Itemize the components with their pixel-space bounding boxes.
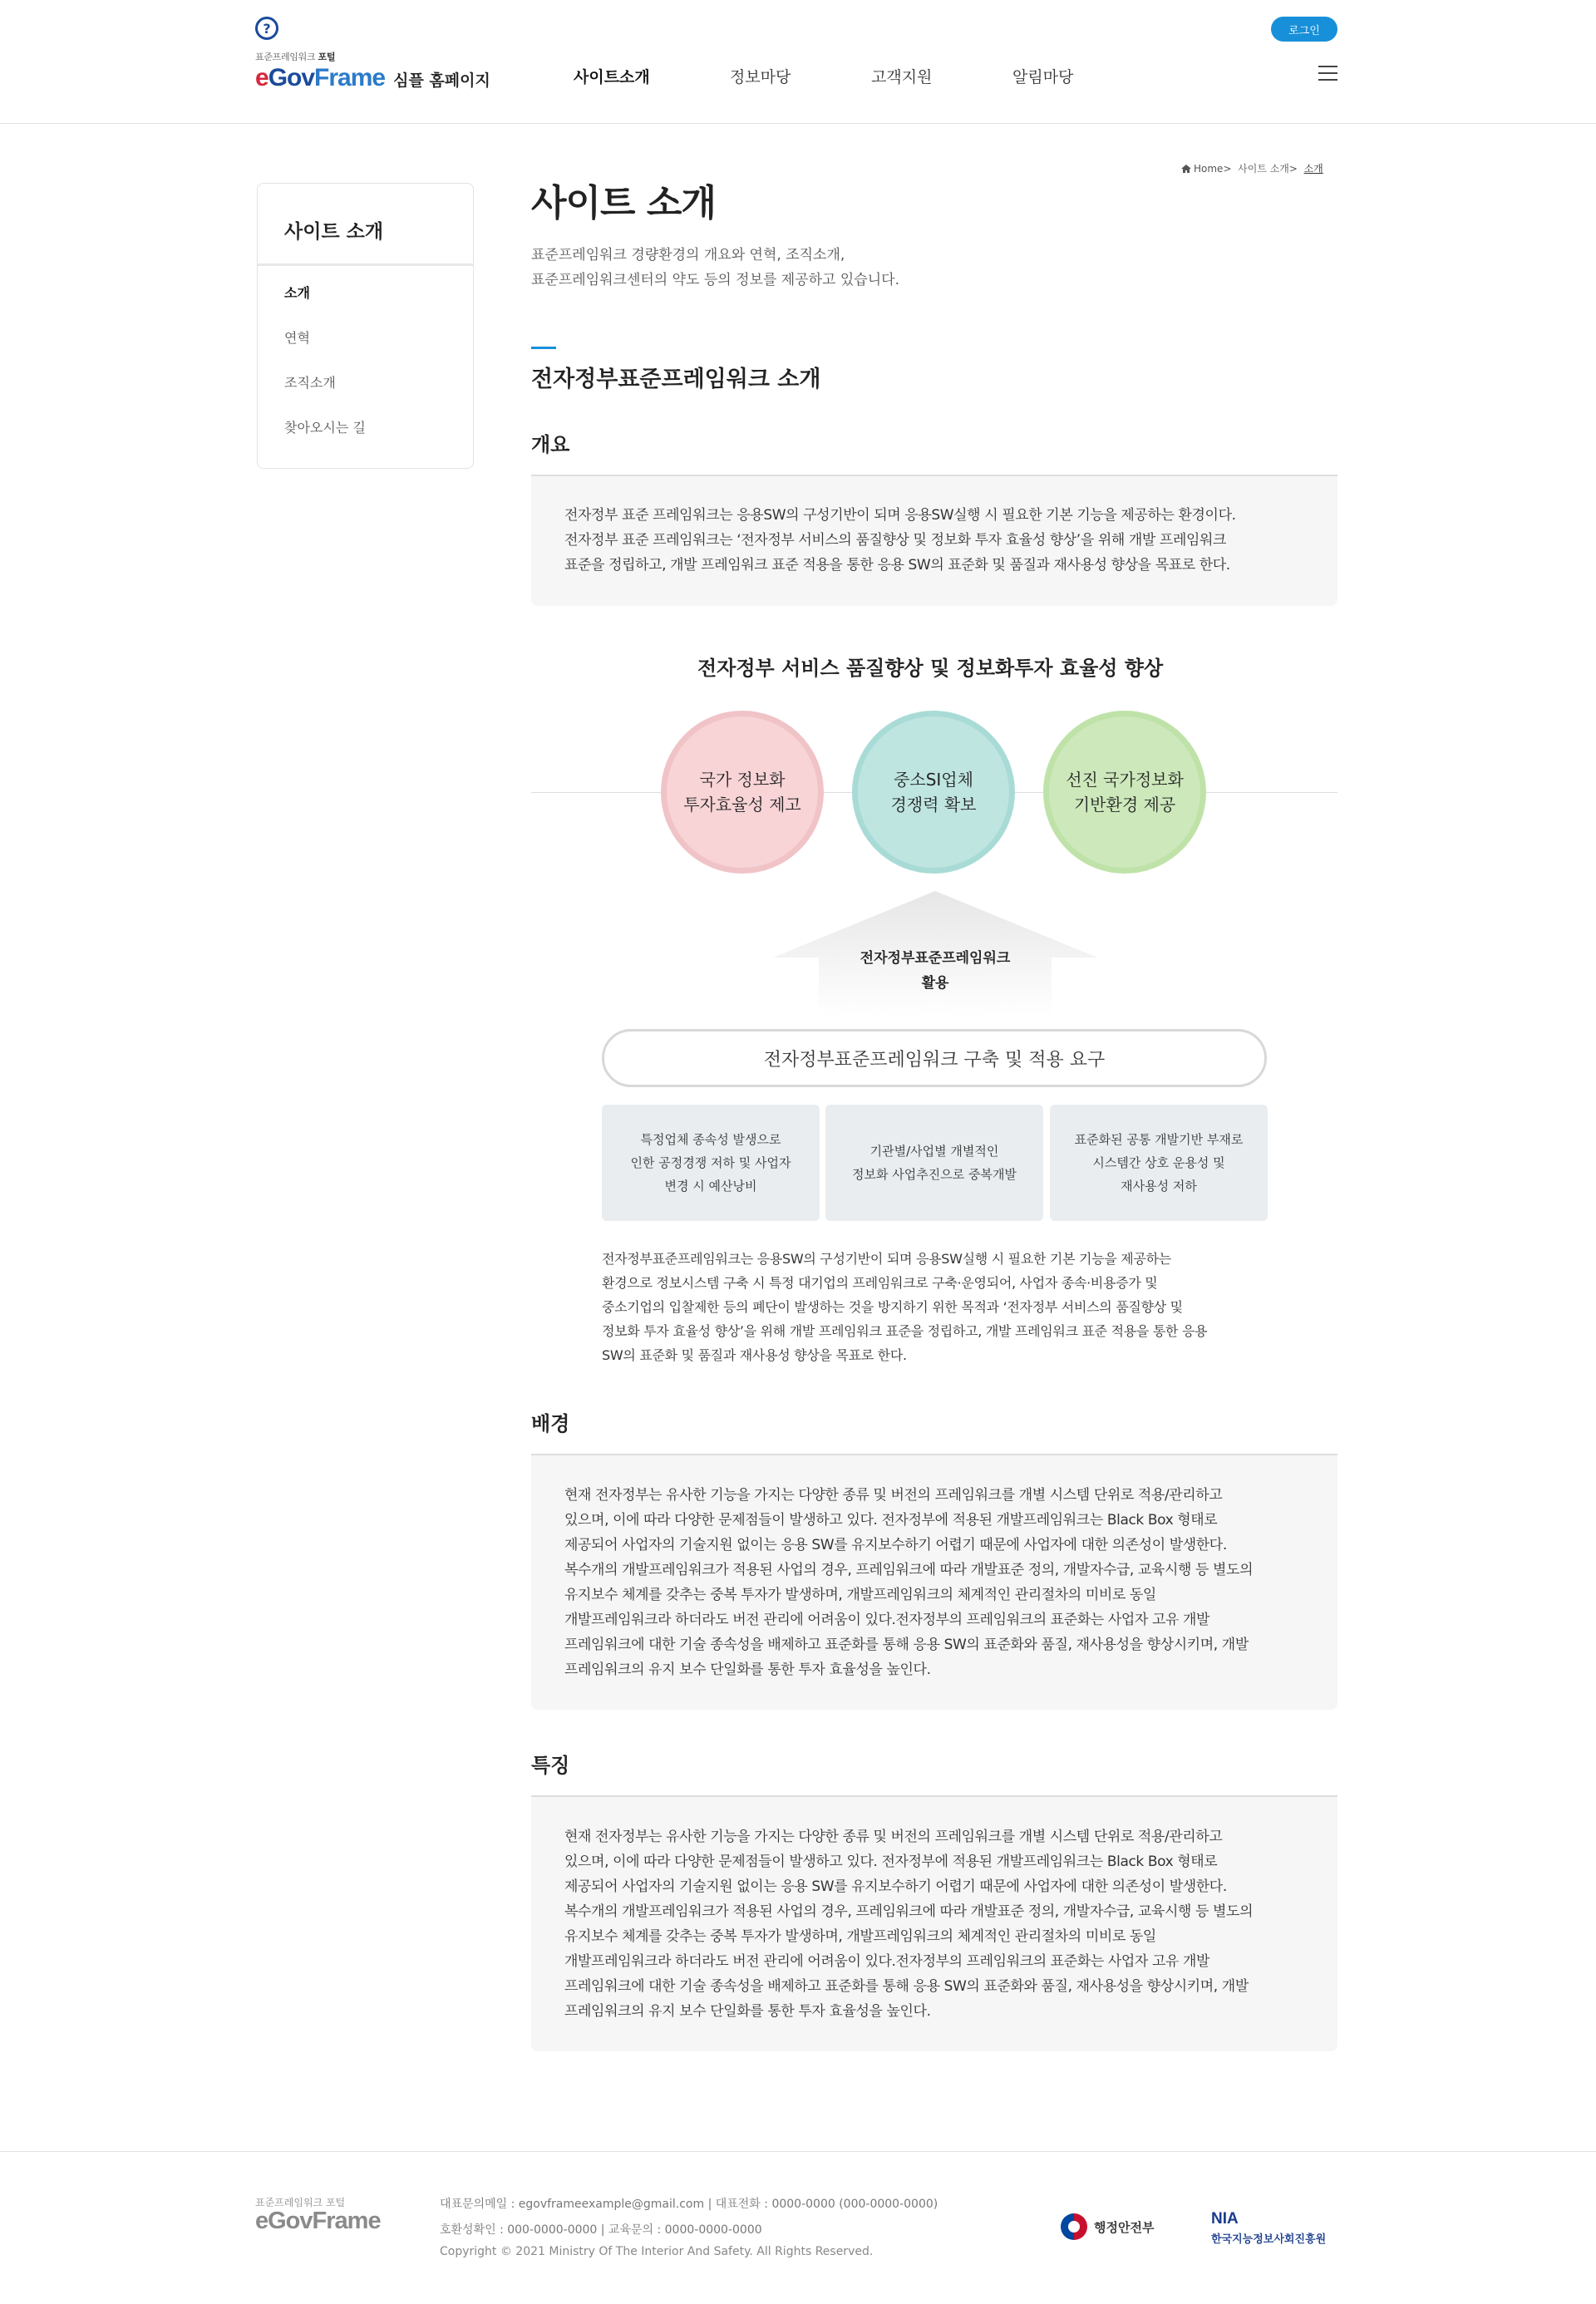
site-logo[interactable] [255,50,490,92]
breadcrumb: Home> 사이트 소개> 소개 [1181,161,1323,175]
goal-circle-investment: 국가 정보화 투자효율성 제고 [661,711,824,874]
sidebar-item-organization[interactable]: 조직소개 [284,375,336,391]
mois-logo[interactable]: 행정안전부 [1061,2213,1154,2240]
background-text-box: 현재 전자정부는 유사한 기능을 가지는 다양한 종류 및 버전의 프레임워크를 개별 시스템 단위로 적용/관리하고 있으며, 이에 따라 다양한 문제점들이 발생하고 있다. 전자정부에 적용된 개발프레임워크는 Black Box 형태로 제공되어 사업자의 기술지원 없이는 응용 SW를 유지보수하기 어렵기 때문에 사업자에 대한 의존성이 발생한다. 복수개의 개발프레임워크가 적용된 사업의 경우, 프레임워크에 따라 개발표준 정의, 개발자수급, 교육시행 등 별도의 유지보수 체계를 갖추는 중복 투자가 발생하며, 개발프레임워크의 체계적인 관리절차의 미비로 동일 개발프레임워크라 하더라도 버전 관리에 어려움이 있다.전자정부의 프레임워크의 표준화는 사업자 고유 개발 프레임워크에 대한 기술 종속성을 배제하고 표준화를 통해 응용 SW의 표준화와 품질, 재사용성을 향상시키며, 개발 프레임워크의 유지 보수 단일화를 통한 투자 효율성을 높인다. [531,1455,1337,1710]
nav-notice[interactable]: 알림마당 [1012,68,1074,86]
logo-frame: Frame [314,64,386,91]
sidebar [257,183,474,469]
arrow-label: 전자정부표준프레임워크 활용 [860,950,1011,992]
login-button[interactable]: 로그인 [1271,17,1337,42]
overview-line: 전자정부 표준 프레임워크는 응용SW의 구성기반이 되며 응용SW실행 시 필요한 기본 기능을 제공하는 환경이다. [564,507,1236,524]
section-title: 전자정부표준프레임워크 소개 [531,367,821,392]
nia-logo[interactable]: NIA 한국지능정보사회진흥원 [1211,2210,1327,2246]
sidebar-item-history[interactable]: 연혁 [284,330,310,346]
nav-support[interactable]: 고객지원 [871,68,933,86]
hamburger-menu-icon[interactable] [1318,66,1337,81]
requirement-title-pill: 전자정부표준프레임워크 구축 및 적용 요구 [602,1029,1267,1087]
breadcrumb-level1[interactable]: 사이트 소개 [1238,163,1289,175]
home-icon [1181,165,1191,173]
overview-line: 전자정부 표준 프레임워크는 ‘전자정부 서비스의 품질향상 및 정보화 투자 효율성 향상’을 위해 개발 프레임워크 [564,532,1227,549]
overview-text-box [531,476,1337,606]
page-title: 사이트 소개 [531,182,716,224]
features-text-box: 현재 전자정부는 유사한 기능을 가지는 다양한 종류 및 버전의 프레임워크를 개별 시스템 단위로 적용/관리하고 있으며, 이에 따라 다양한 문제점들이 발생하고 있다. 전자정부에 적용된 개발프레임워크는 Black Box 형태로 제공되어 사업자의 기술지원 없이는 응용 SW를 유지보수하기 어렵기 때문에 사업자에 대한 의존성이 발생한다. 복수개의 개발프레임워크가 적용된 사업의 경우, 프레임워크에 따라 개발표준 정의, 개발자수급, 교육시행 등 별도의 유지보수 체계를 갖추는 중복 투자가 발생하며, 개발프레임워크의 체계적인 관리절차의 미비로 동일 개발프레임워크라 하더라도 버전 관리에 어려움이 있다.전자정부의 프레임워크의 표준화는 사업자 고유 개발 프레임워크에 대한 기술 종속성을 배제하고 표준화를 통해 응용 SW의 표준화와 품질, 재사용성을 향상시키며, 개발 프레임워크의 유지 보수 단일화를 통한 투자 효율성을 높인다. [531,1797,1337,2051]
requirement-box: 기관별/사업별 개별적인 정보화 사업추진으로 중복개발 [825,1105,1043,1221]
breadcrumb-current[interactable]: 소개 [1303,163,1323,175]
taegeuk-icon [1061,2213,1087,2240]
sidebar-item-intro[interactable]: 소개 [284,285,310,301]
goal-circle-sme: 중소SI업체 경쟁력 확보 [852,711,1015,874]
logo-site-name: 심플 홈페이지 [393,71,490,90]
footer-logo[interactable]: 표준프레임워크 포털 eGovFrame [255,2197,381,2234]
overview-title: 개요 [531,433,570,456]
features-title: 특징 [531,1754,570,1777]
overview-line: 표준을 정립하고, 개발 프레임워크 표준 적용을 통한 응용 SW의 표준화 및 품질과 재사용성 향상을 목표로 한다. [564,557,1230,574]
site-header [0,0,1596,124]
nav-info[interactable]: 정보마당 [730,68,791,86]
diagram-description: 전자정부표준프레임워크는 응용SW의 구성기반이 되며 응용SW실행 시 필요한 기본 기능을 제공하는 환경으로 정보시스템 구축 시 특정 대기업의 프레임워크로 구축·운영되어, 사업자 종속·비용증가 및 중소기업의 입찰제한 등의 폐단이 발생하는 것을 방지하기 위한 목적과 ‘전자정부 서비스의 품질향상 및 정보화 투자 효율성 향상’을 위해 개발 프레임워크 표준을 정립하고, 개발 프레임워크 표준 적용을 통한 응용 SW의 표준화 및 품질과 재사용성 향상을 목표로 한다. [602,1251,1208,1363]
requirement-box: 특정업체 종속성 발생으로 인한 공정경쟁 저하 및 사업자 변경 시 예산낭비 [602,1105,820,1221]
requirement-box: 표준화된 공통 개발기반 부재로 시스템간 상호 운용성 및 재사용성 저하 [1050,1105,1268,1221]
site-footer [0,2151,1596,2304]
sidebar-title: 사이트 소개 [258,184,473,266]
footer-contact-info: 대표문의메일 : egovframeexample@gmail.com | 대표전화 : 0000-0000 (000-0000-0000) 호환성확인 : 000-0000-0000 | 교육문의 : 0000-0000-0000 [440,2198,938,2237]
page-description: 표준프레임워크 경량환경의 개요와 연혁, 조직소개, 표준프레임워크센터의 약도 등의 정보를 제공하고 있습니다. [531,247,899,288]
background-title: 배경 [531,1412,570,1435]
sidebar-item-directions[interactable]: 찾아오시는 길 [284,420,366,436]
diagram-title: 전자정부 서비스 품질향상 및 정보화투자 효율성 향상 [697,657,1164,680]
logo-gov: Gov [268,64,315,91]
nav-site-intro[interactable]: 사이트소개 [574,68,650,86]
sidebar-menu [258,266,473,464]
section-accent-bar [531,347,556,349]
help-icon[interactable]: ? [255,17,278,40]
footer-copyright: Copyright © 2021 Ministry Of The Interior And Safety. All Rights Reserved. [440,2245,874,2258]
logo-subtitle: 표준프레임워크 포털 [255,52,336,62]
goal-circle-infrastructure: 선진 국가정보화 기반환경 제공 [1043,711,1206,874]
logo-e: e [255,64,268,91]
breadcrumb-home[interactable]: Home [1194,163,1224,175]
